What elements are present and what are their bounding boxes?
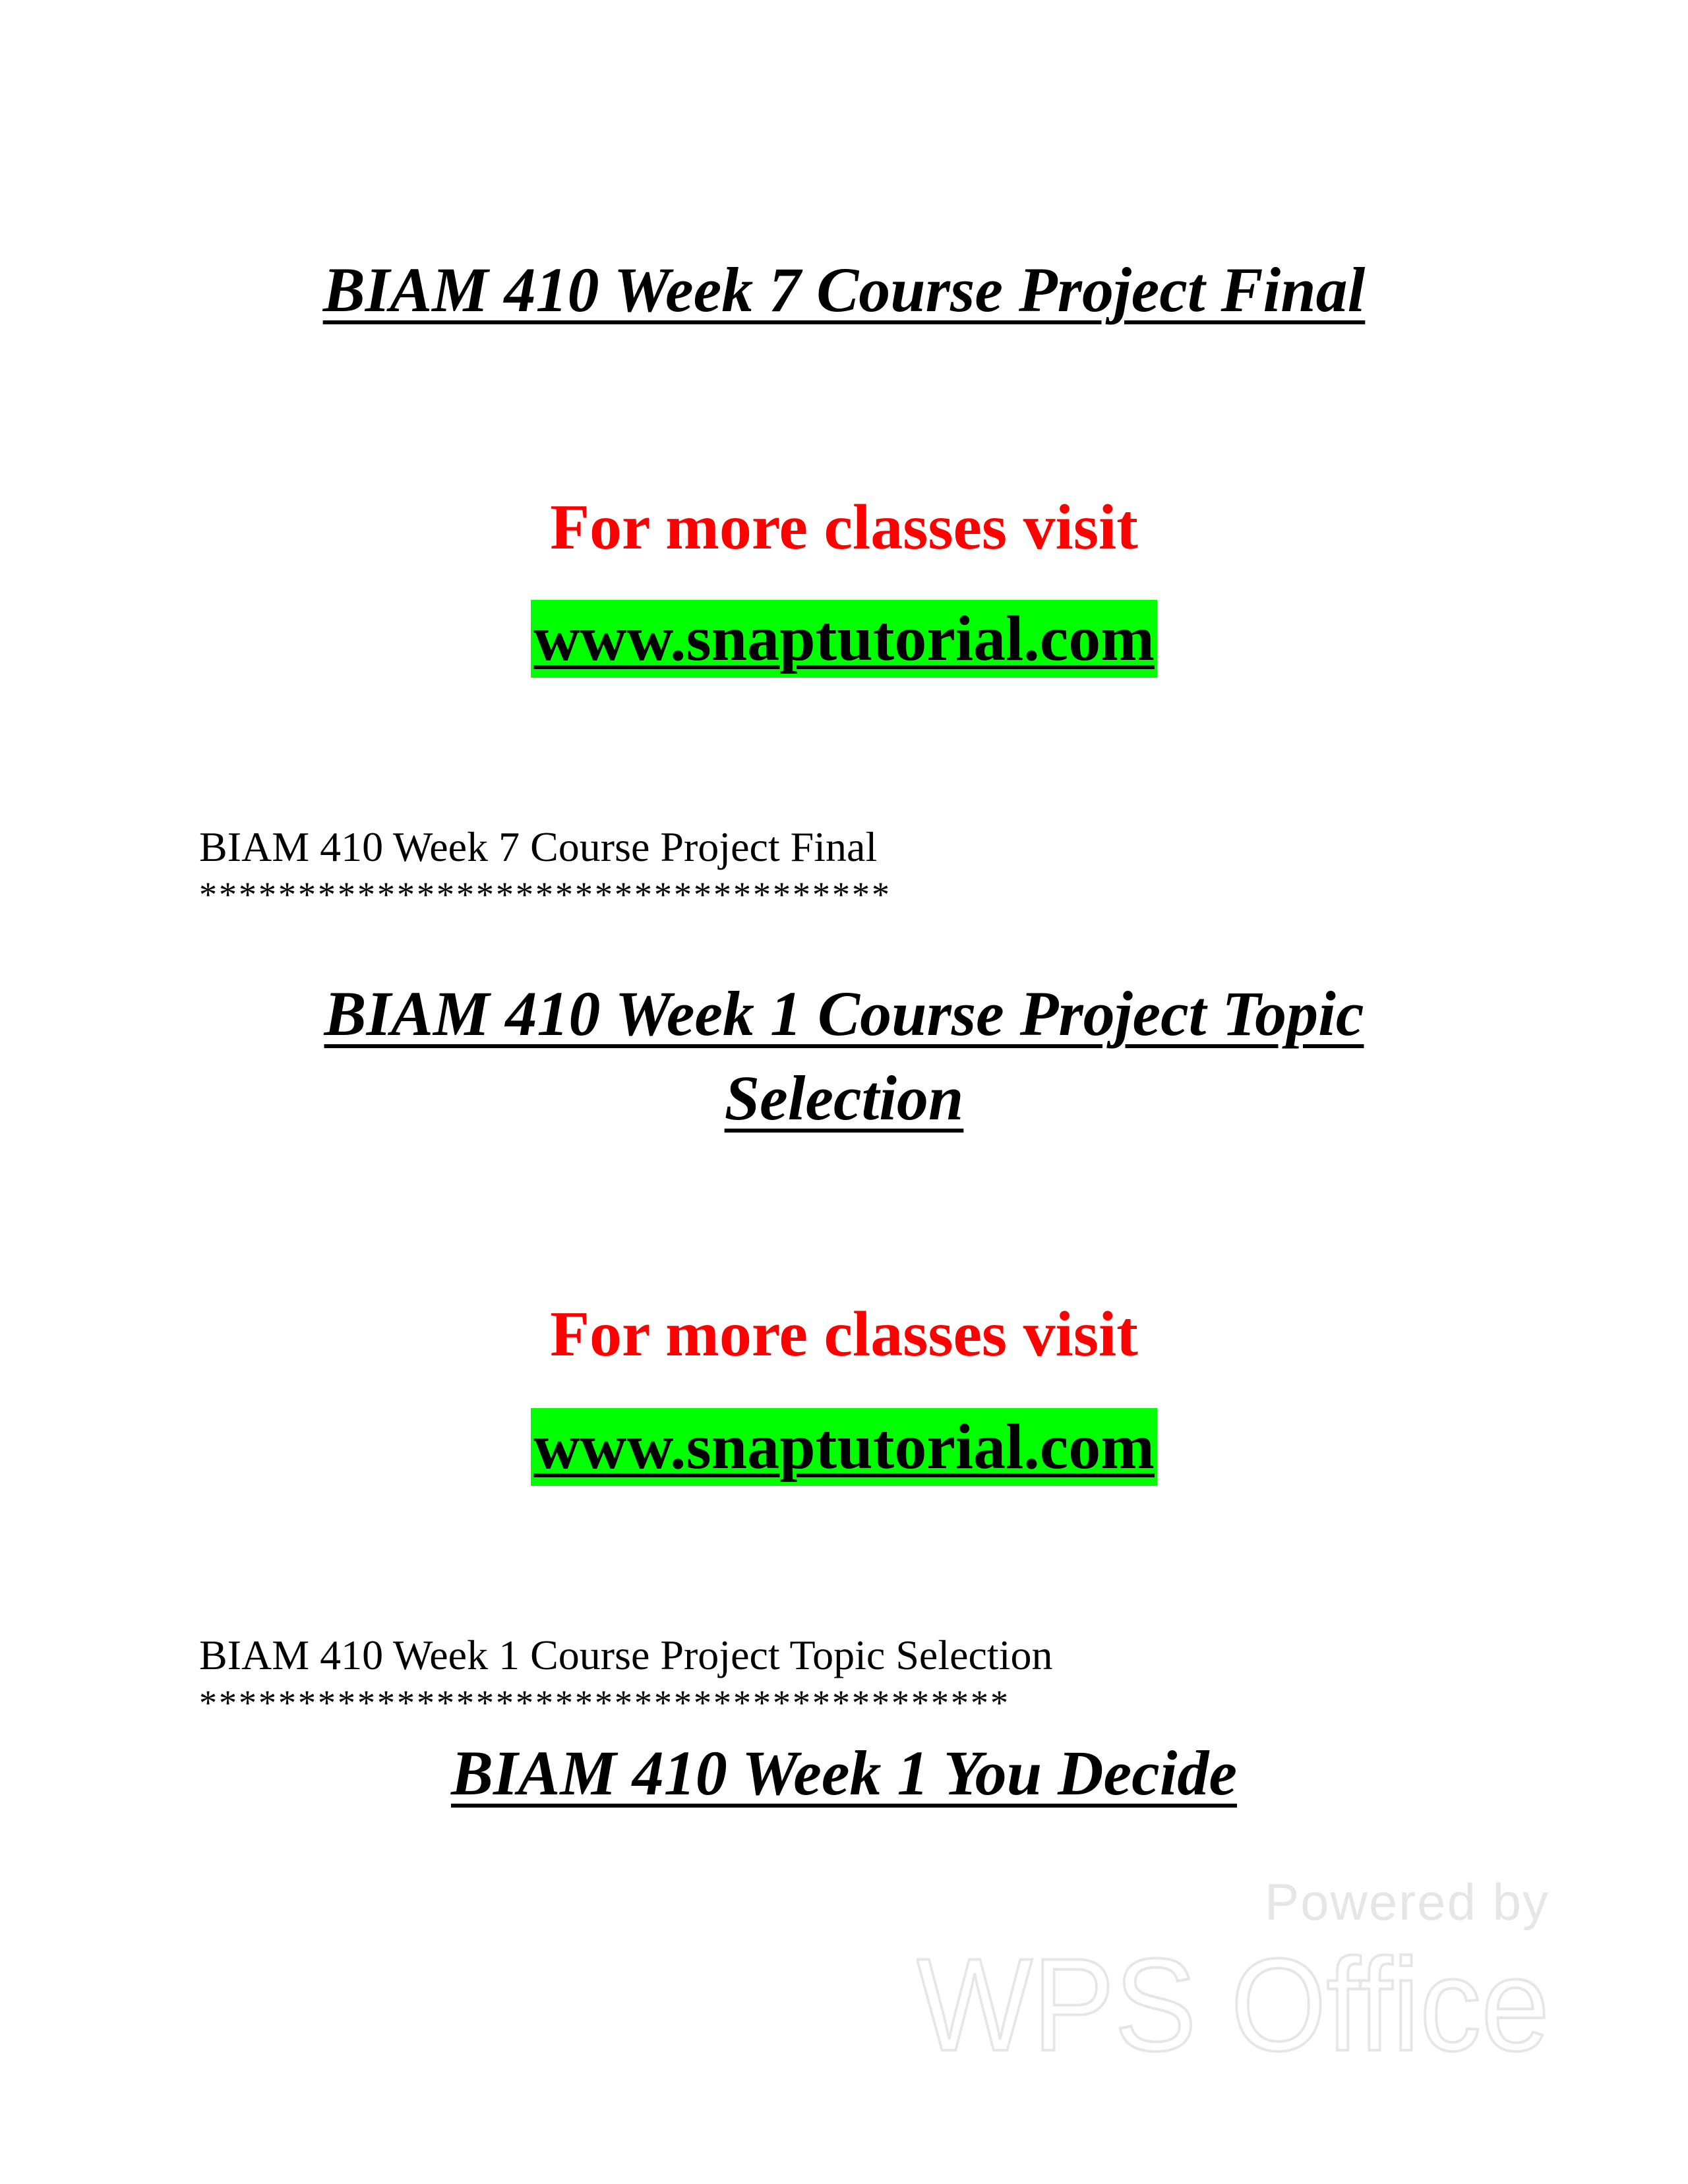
- section-1-promo-link[interactable]: www.snaptutorial.com: [531, 600, 1157, 678]
- section-1-body-title: BIAM 410 Week 7 Course Project Final: [199, 823, 878, 870]
- section-1-heading: BIAM 410 Week 7 Course Project Final: [322, 254, 1366, 325]
- section-1-separator: ***********************************: [199, 875, 891, 914]
- section-2-heading-line-1: BIAM 410 Week 1 Course Project Topic: [324, 978, 1364, 1049]
- section-2-body-title: BIAM 410 Week 1 Course Project Topic Selection: [199, 1632, 1053, 1678]
- watermark-brand-text: WPS Office: [917, 1938, 1550, 2070]
- wps-office-logo-icon: [917, 1938, 1550, 2070]
- section-2-promo-link[interactable]: www.snaptutorial.com: [531, 1408, 1157, 1486]
- section-2-heading-line-2: Selection: [724, 1063, 964, 1133]
- section-2-link-wrap: [0, 1408, 1688, 1486]
- section-1-promo-text: For more classes visit: [550, 492, 1138, 563]
- watermark-powered-by: Powered by: [1265, 1873, 1550, 1931]
- section-1-link-wrap: [0, 600, 1688, 678]
- wps-office-watermark: [917, 1872, 1550, 2070]
- section-3-heading: BIAM 410 Week 1 You Decide: [451, 1738, 1237, 1808]
- section-2-separator: *****************************************: [199, 1683, 1010, 1723]
- section-2-promo-text: For more classes visit: [550, 1299, 1138, 1370]
